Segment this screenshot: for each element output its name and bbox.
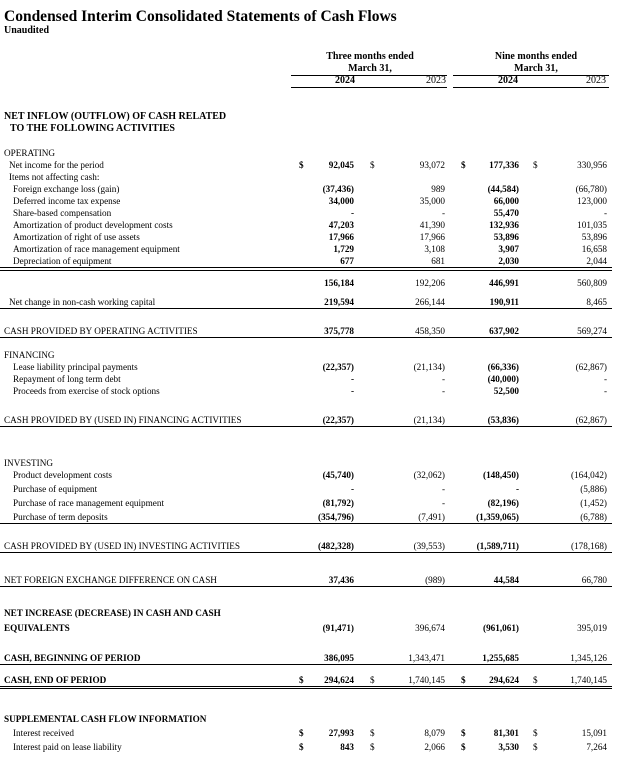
row-value-col3: (40,000) [487, 374, 519, 384]
row-value-col4: 123,000 [577, 196, 607, 206]
row-value-col1: 294,624 [324, 675, 354, 685]
table-row [0, 195, 624, 207]
row-value-col2: 681 [431, 256, 445, 266]
row-label: CASH PROVIDED BY (USED IN) INVESTING ACTIVITIES [4, 541, 240, 551]
row-value-col4: (62,867) [575, 415, 607, 425]
row-value-col2: 1,740,145 [408, 675, 445, 685]
year-rule-nine-months [453, 87, 609, 88]
row-label: Interest paid on lease liability [13, 742, 122, 752]
row-value-col3: 53,896 [493, 232, 519, 242]
row-value-col4: 15,091 [581, 728, 607, 738]
three-months-header-line1: Three months ended [326, 51, 414, 62]
row-value-col2: 93,072 [419, 160, 445, 170]
row-label: Net income for the period [9, 160, 104, 170]
row-label: Proceeds from exercise of stock options [13, 386, 160, 396]
row-value-col4: (5,886) [580, 484, 607, 494]
row-value-col3: 2,030 [498, 256, 519, 266]
table-rule [0, 523, 612, 524]
row-label: CASH PROVIDED BY OPERATING ACTIVITIES [4, 326, 198, 336]
row-value-col2: 396,674 [415, 623, 445, 633]
row-label: CASH PROVIDED BY (USED IN) FINANCING ACTIVITIES [4, 415, 242, 425]
table-row [0, 607, 624, 619]
row-value-col1: 1,729 [333, 244, 354, 254]
row-value-col1: (45,740) [322, 470, 354, 480]
table-row [0, 414, 624, 426]
row-value-col3: 132,936 [489, 220, 519, 230]
row-value-col4: (164,042) [571, 470, 607, 480]
dollar-sign: $ [299, 742, 304, 752]
three-months-header-line2: March 31, [348, 63, 392, 74]
row-label: NET INCREASE (DECREASE) IN CASH AND CASH [4, 608, 221, 618]
row-value-col3: (53,836) [487, 415, 519, 425]
table-row [0, 457, 624, 469]
row-value-col2: (21,134) [413, 415, 445, 425]
table-rule [0, 688, 612, 689]
row-value-col2: 192,206 [415, 278, 445, 288]
row-label: Deferred income tax expense [13, 196, 121, 206]
row-value-col1: (482,328) [318, 541, 354, 551]
table-row [0, 622, 624, 634]
row-value-col1: - [350, 208, 354, 218]
year-2024-three: 2024 [335, 75, 355, 86]
row-label: NET FOREIGN EXCHANGE DIFFERENCE ON CASH [4, 575, 217, 585]
row-value-col1: 92,045 [328, 160, 354, 170]
row-label: OPERATING [4, 148, 56, 158]
dollar-sign: $ [533, 742, 538, 752]
row-value-col3: 52,500 [493, 386, 519, 396]
row-value-col2: - [441, 498, 445, 508]
row-value-col3: 3,907 [498, 244, 519, 254]
row-label: Items not affecting cash: [9, 172, 100, 182]
row-value-col4: 330,956 [577, 160, 607, 170]
row-label: Purchase of term deposits [13, 512, 108, 522]
dollar-sign: $ [461, 742, 466, 752]
row-value-col3: 637,902 [489, 326, 519, 336]
table-row [0, 277, 624, 289]
row-value-col3: (44,584) [487, 184, 519, 194]
row-value-col3: 294,624 [489, 675, 519, 685]
row-value-col4: (1,452) [580, 498, 607, 508]
row-label: Amortization of race management equipment [13, 244, 180, 254]
table-row [0, 713, 624, 725]
row-value-col4: 53,896 [581, 232, 607, 242]
row-value-col2: (7,491) [418, 512, 445, 522]
row-label: CASH, END OF PERIOD [4, 675, 107, 685]
row-value-col1: 375,778 [324, 326, 354, 336]
row-value-col1: 219,594 [324, 297, 354, 307]
row-value-col3: 55,470 [493, 208, 519, 218]
row-value-col4: - [603, 208, 607, 218]
table-row [0, 147, 624, 159]
row-value-col2: 458,350 [415, 326, 445, 336]
row-value-col4: (6,788) [580, 512, 607, 522]
table-row [0, 511, 624, 523]
dollar-sign: $ [461, 728, 466, 738]
row-value-col3: 190,911 [489, 297, 519, 307]
row-label: INVESTING [4, 458, 53, 468]
row-value-col4: 1,740,145 [570, 675, 607, 685]
table-row [0, 361, 624, 373]
row-label: Share-based compensation [13, 208, 112, 218]
table-row [0, 469, 624, 481]
row-value-col4: 16,658 [581, 244, 607, 254]
row-value-col2: 8,079 [424, 728, 445, 738]
row-value-col4: 8,465 [586, 297, 607, 307]
row-value-col3: (1,359,065) [476, 512, 519, 522]
table-row [0, 207, 624, 219]
table-row [0, 159, 624, 171]
row-label: Net change in non-cash working capital [9, 297, 156, 307]
row-value-col4: 560,809 [577, 278, 607, 288]
row-value-col4: 7,264 [586, 742, 607, 752]
page-title: Condensed Interim Consolidated Statements of Cash Flows [4, 8, 397, 25]
row-value-col3: (66,336) [487, 362, 519, 372]
dollar-sign: $ [370, 742, 375, 752]
row-value-col2: 3,108 [424, 244, 445, 254]
dollar-sign: $ [370, 675, 375, 685]
row-value-col2: (32,062) [413, 470, 445, 480]
row-value-col2: - [441, 484, 445, 494]
row-label: Foreign exchange loss (gain) [13, 184, 120, 194]
table-row [0, 574, 624, 586]
table-rule [0, 267, 612, 268]
row-value-col4: (66,780) [575, 184, 607, 194]
table-row [0, 385, 624, 397]
row-value-col3: (1,589,711) [476, 541, 519, 551]
row-value-col3: 1,255,685 [482, 653, 519, 663]
dollar-sign: $ [461, 160, 466, 170]
dollar-sign: $ [533, 675, 538, 685]
subtotal-rule [0, 270, 612, 271]
row-value-col4: 1,345,126 [570, 653, 607, 663]
nine-months-header-line1: Nine months ended [494, 51, 578, 62]
row-value-col2: 41,390 [419, 220, 445, 230]
table-rule [0, 686, 612, 687]
row-value-col3: - [515, 484, 519, 494]
row-value-col1: 386,095 [324, 653, 354, 663]
row-value-col2: 1,343,471 [408, 653, 445, 663]
dollar-sign: $ [370, 728, 375, 738]
page-subtitle: Unaudited [4, 25, 50, 36]
row-value-col1: (354,796) [318, 512, 354, 522]
row-value-col3: 177,336 [489, 160, 519, 170]
table-rule [0, 426, 612, 427]
dollar-sign: $ [299, 728, 304, 738]
row-value-col1: (22,357) [322, 415, 354, 425]
row-label: Purchase of equipment [13, 484, 98, 494]
row-value-col2: 989 [431, 184, 445, 194]
row-value-col1: 27,993 [328, 728, 354, 738]
table-row [0, 674, 624, 686]
row-value-col2: 17,966 [419, 232, 445, 242]
row-value-col2: 2,066 [424, 742, 445, 752]
row-value-col2: - [441, 386, 445, 396]
row-label: FINANCING [4, 350, 55, 360]
row-value-col3: 66,000 [493, 196, 519, 206]
row-value-col3: 446,991 [489, 278, 519, 288]
year-2023-three: 2023 [426, 75, 446, 86]
row-value-col2: 266,144 [415, 297, 445, 307]
row-value-col1: (81,792) [322, 498, 354, 508]
row-label: Amortization of right of use assets [13, 232, 140, 242]
row-value-col3: (148,450) [483, 470, 519, 480]
row-value-col2: - [441, 208, 445, 218]
row-value-col2: - [441, 374, 445, 384]
row-label: EQUIVALENTS [4, 623, 70, 633]
row-value-col4: (178,168) [571, 541, 607, 551]
table-row [0, 325, 624, 337]
row-value-col1: - [350, 386, 354, 396]
table-row [0, 483, 624, 495]
row-value-col1: (91,471) [322, 623, 354, 633]
table-rule [0, 308, 612, 309]
row-label: Depreciation of equipment [13, 256, 112, 266]
table-rule [0, 664, 612, 665]
row-value-col1: 37,436 [328, 575, 354, 585]
row-value-col1: 843 [340, 742, 354, 752]
row-value-col4: 66,780 [581, 575, 607, 585]
table-rule [0, 552, 612, 553]
row-value-col1: 17,966 [328, 232, 354, 242]
dollar-sign: $ [461, 675, 466, 685]
row-value-col4: 395,019 [577, 623, 607, 633]
dollar-sign: $ [299, 675, 304, 685]
year-rule-three-months [291, 87, 447, 88]
row-value-col3: 3,530 [498, 742, 519, 752]
nine-months-header-line2: March 31, [514, 63, 558, 74]
row-value-col1: 156,184 [324, 278, 354, 288]
table-row [0, 171, 624, 183]
table-row [0, 540, 624, 552]
year-2024-nine: 2024 [498, 75, 518, 86]
row-value-col4: 569,274 [577, 326, 607, 336]
dollar-sign: $ [533, 160, 538, 170]
row-value-col1: - [350, 374, 354, 384]
row-value-col1: (22,357) [322, 362, 354, 372]
row-label: Repayment of long term debt [13, 374, 121, 384]
row-value-col4: - [603, 374, 607, 384]
row-value-col2: (21,134) [413, 362, 445, 372]
row-label: Product development costs [13, 470, 113, 480]
row-value-col3: 44,584 [493, 575, 519, 585]
row-value-col1: - [350, 484, 354, 494]
row-label: Amortization of product development costs [13, 220, 173, 230]
table-row [0, 497, 624, 509]
row-label: Lease liability principal payments [13, 362, 138, 372]
dollar-sign: $ [370, 160, 375, 170]
dollar-sign: $ [533, 728, 538, 738]
table-row [0, 231, 624, 243]
table-row [0, 741, 624, 753]
row-value-col4: 101,035 [577, 220, 607, 230]
row-value-col2: (39,553) [413, 541, 445, 551]
table-row [0, 255, 624, 267]
table-row [0, 296, 624, 308]
row-value-col1: 34,000 [328, 196, 354, 206]
row-label: CASH, BEGINNING OF PERIOD [4, 653, 141, 663]
dollar-sign: $ [299, 160, 304, 170]
table-rule [0, 337, 612, 338]
activities-heading-line1: NET INFLOW (OUTFLOW) OF CASH RELATED [4, 111, 227, 122]
row-value-col1: (37,436) [322, 184, 354, 194]
row-value-col3: 81,301 [493, 728, 519, 738]
row-value-col2: 35,000 [419, 196, 445, 206]
row-label: Purchase of race management equipment [13, 498, 165, 508]
row-label: SUPPLEMENTAL CASH FLOW INFORMATION [4, 714, 207, 724]
table-row [0, 349, 624, 361]
table-row [0, 243, 624, 255]
row-value-col4: - [603, 386, 607, 396]
row-value-col1: 677 [340, 256, 354, 266]
table-row [0, 373, 624, 385]
table-rule [0, 586, 612, 587]
row-value-col3: (961,061) [483, 623, 519, 633]
row-value-col4: (62,867) [575, 362, 607, 372]
table-row [0, 652, 624, 664]
row-value-col2: (989) [425, 575, 445, 585]
year-2023-nine: 2023 [586, 75, 606, 86]
row-value-col3: (82,196) [487, 498, 519, 508]
row-value-col1: 47,203 [328, 220, 354, 230]
table-row [0, 183, 624, 195]
table-row [0, 219, 624, 231]
row-value-col4: 2,044 [586, 256, 607, 266]
activities-heading-line2: TO THE FOLLOWING ACTIVITIES [10, 123, 175, 134]
row-label: Interest received [13, 728, 74, 738]
table-row [0, 727, 624, 739]
